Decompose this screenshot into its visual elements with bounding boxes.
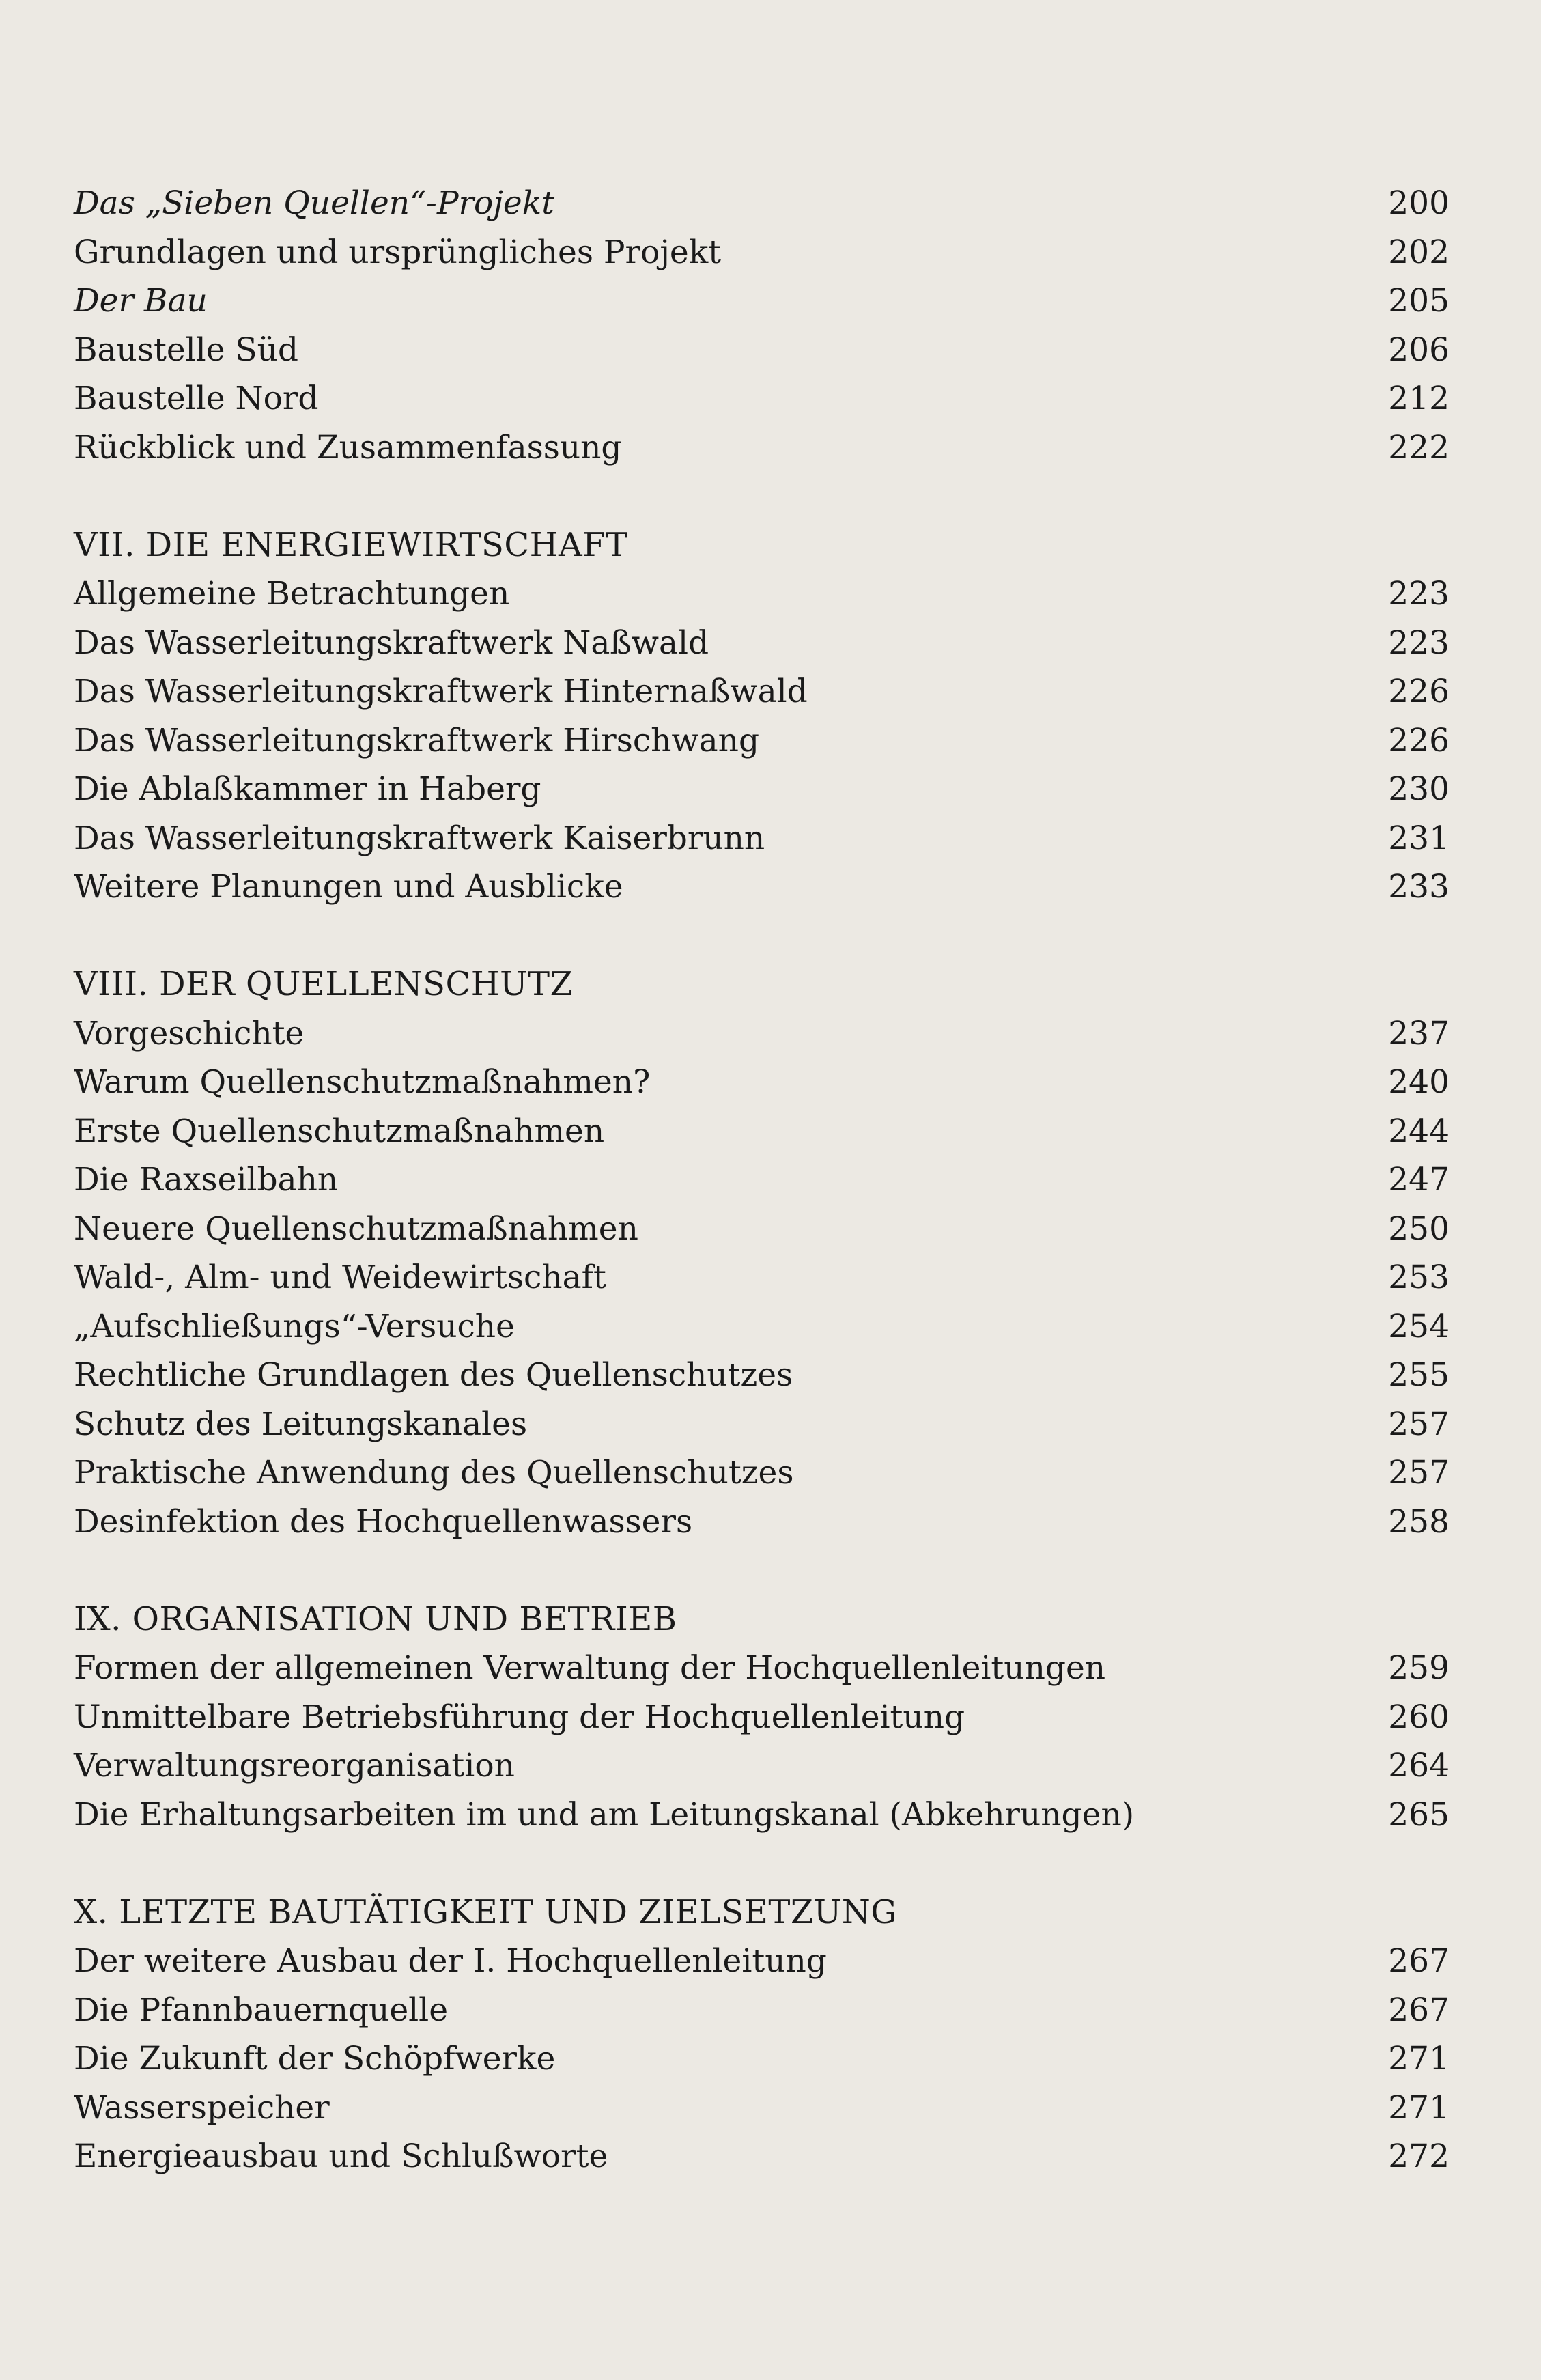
toc-entry-title: Rechtliche Grundlagen des Quellenschutzes — [74, 1356, 793, 1394]
toc-entry — [74, 1058, 1450, 1107]
table-of-contents — [74, 179, 1450, 2181]
toc-entry-title: Schutz des Leitungskanales — [74, 1405, 528, 1443]
toc-entry-page: 202 — [1388, 233, 1450, 271]
toc-entry-page: 233 — [1388, 868, 1450, 906]
toc-entry — [74, 667, 1450, 716]
toc-entry — [74, 1253, 1450, 1302]
toc-entry — [74, 1351, 1450, 1400]
toc-entry-page: 230 — [1388, 770, 1450, 808]
section-spacer — [74, 912, 1450, 961]
toc-entry-page: 226 — [1388, 721, 1450, 759]
section-spacer — [74, 1546, 1450, 1595]
toc-entry — [74, 277, 1450, 326]
section-spacer — [74, 1839, 1450, 1888]
toc-entry-title: Praktische Anwendung des Quellenschutzes — [74, 1454, 794, 1492]
toc-entry-page: 240 — [1388, 1063, 1450, 1101]
toc-entry-page: 247 — [1388, 1161, 1450, 1199]
toc-entry-page: 237 — [1388, 1014, 1450, 1052]
toc-entry — [74, 765, 1450, 814]
toc-entry-title: Baustelle Nord — [74, 380, 319, 417]
toc-entry — [74, 1205, 1450, 1254]
toc-entry-title: Formen der allgemeinen Verwaltung der Hochquellenleitungen — [74, 1649, 1106, 1687]
toc-entry-page: 205 — [1388, 282, 1450, 320]
toc-entry-title: „Aufschließungs“-Versuche — [74, 1307, 515, 1345]
toc-entry-page: 257 — [1388, 1454, 1450, 1492]
toc-entry — [74, 2034, 1450, 2084]
toc-entry — [74, 1644, 1450, 1693]
toc-entry — [74, 716, 1450, 766]
toc-entry — [74, 326, 1450, 375]
section-heading — [74, 1888, 1450, 1937]
section-heading-text: VIII. DER QUELLENSCHUTZ — [74, 965, 574, 1003]
toc-entry — [74, 1156, 1450, 1205]
toc-entry-page: 231 — [1388, 819, 1450, 857]
toc-entry-title: Der Bau — [74, 282, 208, 320]
section-heading-text: VII. DIE ENERGIEWIRTSCHAFT — [74, 525, 628, 564]
toc-entry-page: 223 — [1388, 575, 1450, 613]
section-heading — [74, 960, 1450, 1009]
toc-entry — [74, 1400, 1450, 1449]
toc-entry-page: 200 — [1388, 184, 1450, 222]
toc-entry-page: 212 — [1388, 380, 1450, 417]
toc-entry-page: 226 — [1388, 673, 1450, 710]
toc-entry-title: Grundlagen und ursprüngliches Projekt — [74, 233, 722, 271]
toc-entry — [74, 1791, 1450, 1840]
toc-entry-title: Wald-, Alm- und Weidewirtschaft — [74, 1259, 606, 1296]
toc-entry — [74, 374, 1450, 423]
toc-entry — [74, 814, 1450, 863]
toc-entry — [74, 863, 1450, 912]
toc-entry-page: 271 — [1388, 2040, 1450, 2077]
toc-entry-page: 223 — [1388, 624, 1450, 662]
toc-entry — [74, 179, 1450, 228]
toc-entry — [74, 228, 1450, 277]
toc-entry — [74, 1009, 1450, 1059]
toc-entry — [74, 1302, 1450, 1352]
toc-entry-page: 272 — [1388, 2138, 1450, 2175]
toc-entry — [74, 619, 1450, 668]
toc-entry-title: Die Ablaßkammer in Haberg — [74, 770, 541, 808]
toc-entry — [74, 1937, 1450, 1986]
section-heading — [74, 1595, 1450, 1644]
toc-entry-page: 255 — [1388, 1356, 1450, 1394]
toc-entry-title: Die Raxseilbahn — [74, 1161, 339, 1199]
toc-entry — [74, 1693, 1450, 1742]
toc-entry-title: Die Erhaltungsarbeiten im und am Leitungskanal (Abkehrungen) — [74, 1795, 1135, 1834]
toc-entry-title: Unmittelbare Betriebsführung der Hochquellenleitung — [74, 1698, 965, 1736]
toc-entry-page: 222 — [1388, 428, 1450, 466]
toc-entry-title: Allgemeine Betrachtungen — [74, 575, 510, 613]
toc-entry-title: Die Pfannbauernquelle — [74, 1991, 449, 2029]
toc-entry-page: 258 — [1388, 1502, 1450, 1541]
toc-entry-page: 271 — [1388, 2088, 1450, 2127]
toc-entry — [74, 1107, 1450, 1156]
toc-entry-page: 206 — [1388, 331, 1450, 369]
toc-entry-title: Desinfektion des Hochquellenwassers — [74, 1502, 693, 1541]
toc-entry-page: 267 — [1388, 1991, 1450, 2029]
toc-entry-title: Erste Quellenschutzmaßnahmen — [74, 1112, 605, 1150]
toc-entry-title: Verwaltungsreorganisation — [74, 1747, 515, 1784]
toc-entry-title: Das Wasserleitungskraftwerk Naßwald — [74, 624, 709, 662]
toc-entry — [74, 1498, 1450, 1547]
toc-entry-page: 253 — [1388, 1259, 1450, 1296]
toc-entry-page: 250 — [1388, 1209, 1450, 1248]
toc-entry-title: Energieausbau und Schlußworte — [74, 2138, 608, 2175]
toc-entry-title: Das Wasserleitungskraftwerk Hirschwang — [74, 721, 760, 759]
toc-entry-title: Baustelle Süd — [74, 331, 299, 369]
toc-entry-title: Wasserspeicher — [74, 2088, 330, 2127]
toc-entry-title: Das „Sieben Quellen“-Projekt — [74, 184, 555, 222]
toc-entry-page: 259 — [1388, 1649, 1450, 1687]
toc-entry-title: Warum Quellenschutzmaßnahmen? — [74, 1063, 651, 1101]
toc-entry-page: 257 — [1388, 1405, 1450, 1443]
toc-entry-title: Der weitere Ausbau der I. Hochquellenleitung — [74, 1942, 827, 1980]
section-heading-text: IX. ORGANISATION UND BETRIEB — [74, 1599, 677, 1638]
toc-entry — [74, 570, 1450, 619]
toc-entry-page: 264 — [1388, 1747, 1450, 1784]
section-heading-text: X. LETZTE BAUTÄTIGKEIT UND ZIELSETZUNG — [74, 1892, 898, 1931]
toc-entry — [74, 423, 1450, 473]
toc-entry — [74, 2084, 1450, 2133]
toc-entry-title: Die Zukunft der Schöpfwerke — [74, 2040, 556, 2077]
toc-entry — [74, 2132, 1450, 2181]
toc-entry-title: Rückblick und Zusammenfassung — [74, 428, 622, 466]
toc-entry-page: 260 — [1388, 1698, 1450, 1736]
toc-entry-page: 254 — [1388, 1307, 1450, 1345]
toc-entry-title: Das Wasserleitungskraftwerk Hinternaßwald — [74, 673, 808, 710]
toc-entry — [74, 1448, 1450, 1498]
toc-entry-title: Weitere Planungen und Ausblicke — [74, 868, 623, 906]
toc-entry-title: Neuere Quellenschutzmaßnahmen — [74, 1209, 638, 1248]
toc-entry — [74, 1741, 1450, 1791]
toc-entry-page: 265 — [1388, 1795, 1450, 1834]
toc-entry-page: 244 — [1388, 1112, 1450, 1150]
toc-entry-page: 267 — [1388, 1942, 1450, 1980]
toc-entry — [74, 1986, 1450, 2035]
toc-entry-title: Vorgeschichte — [74, 1014, 305, 1052]
toc-entry-title: Das Wasserleitungskraftwerk Kaiserbrunn — [74, 819, 765, 857]
section-heading — [74, 521, 1450, 570]
section-spacer — [74, 472, 1450, 521]
